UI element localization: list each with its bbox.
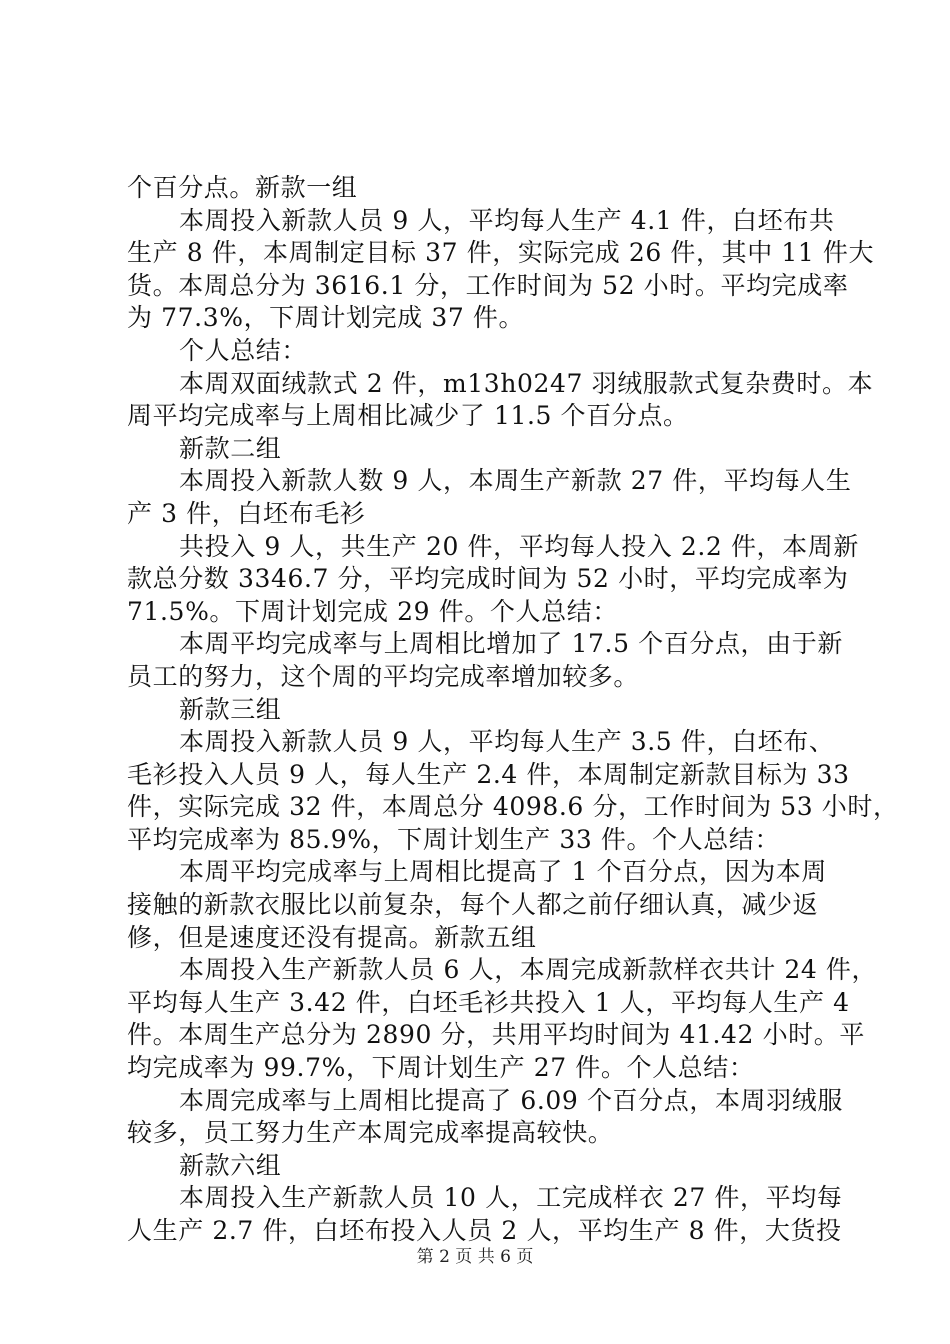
text-line: 接触的新款衣服比以前复杂，每个人都之前仔细认真，减少返	[127, 890, 819, 920]
text-line: 人生产 2.7 件，白坯布投入人员 2 人，平均生产 8 件，大货投	[127, 1216, 842, 1245]
text-line: 共投入 9 人，共生产 20 件，平均每人投入 2.2 件，本周新	[179, 531, 859, 561]
text-line: 平均每人生产 3.42 件，白坯毛衫共投入 1 人，平均每人生产 4	[127, 987, 850, 1017]
text-line: 产 3 件，白坯布毛衫	[127, 498, 366, 528]
text-line: 平均完成率为 85.9%，下周计划生产 33 件。个人总结：	[127, 824, 781, 854]
text-line: 修，但是速度还没有提高。新款五组	[127, 922, 537, 952]
text-line: 毛衫投入人员 9 人，每人生产 2.4 件，本周制定新款目标为 33	[127, 759, 850, 789]
text-line: 件。本周生产总分为 2890 分，共用平均时间为 41.42 小时。平	[127, 1020, 865, 1050]
page-footer: 第 2 页 共 6 页	[416, 1247, 534, 1267]
text-line: 新款三组	[179, 694, 282, 724]
text-line: 件，实际完成 32 件，本周总分 4098.6 分，工作时间为 53 小时，	[127, 792, 899, 822]
text-line: 员工的努力，这个周的平均完成率增加较多。	[127, 661, 640, 691]
text-line: 本周投入生产新款人员 6 人，本周完成新款样衣共计 24 件，	[179, 955, 878, 985]
text-line: 周平均完成率与上周相比减少了 11.5 个百分点。	[127, 401, 689, 431]
text-line: 本周投入新款人员 9 人，平均每人生产 3.5 件，白坯布、	[179, 727, 835, 757]
text-line: 较多，员工努力生产本周完成率提高较快。	[127, 1118, 614, 1148]
text-line: 个人总结：	[179, 335, 308, 365]
text-line: 货。本周总分为 3616.1 分，工作时间为 52 小时。平均完成率	[127, 270, 849, 300]
text-line: 本周平均完成率与上周相比提高了 1 个百分点，因为本周	[179, 857, 828, 887]
text-line: 本周平均完成率与上周相比增加了 17.5 个百分点，由于新	[179, 629, 843, 659]
text-line: 均完成率为 99.7%，下周计划生产 27 件。个人总结：	[127, 1053, 755, 1083]
text-line: 本周投入新款人员 9 人，平均每人生产 4.1 件，白坯布共	[179, 205, 835, 235]
text-line: 本周投入新款人数 9 人，本周生产新款 27 件，平均每人生	[179, 466, 852, 496]
text-line: 生产 8 件，本周制定目标 37 件，实际完成 26 件，其中 11 件大	[127, 238, 875, 268]
text-line: 新款六组	[179, 1150, 282, 1180]
text-line: 本周完成率与上周相比提高了 6.09 个百分点，本周羽绒服	[179, 1085, 843, 1115]
text-line: 为 77.3%，下周计划完成 37 件。	[127, 303, 525, 333]
text-line: 个百分点。新款一组	[127, 173, 358, 202]
text-line: 本周投入生产新款人员 10 人，工完成样衣 27 件，平均每	[179, 1183, 843, 1213]
text-line: 本周双面绒款式 2 件，m13h0247 羽绒服款式复杂费时。本	[179, 368, 874, 398]
text-line: 71.5%。下周计划完成 29 件。个人总结：	[127, 596, 618, 626]
text-line: 新款二组	[179, 433, 282, 463]
text-line: 款总分数 3346.7 分，平均完成时间为 52 小时，平均完成率为	[127, 564, 849, 594]
document-body	[127, 172, 899, 1248]
